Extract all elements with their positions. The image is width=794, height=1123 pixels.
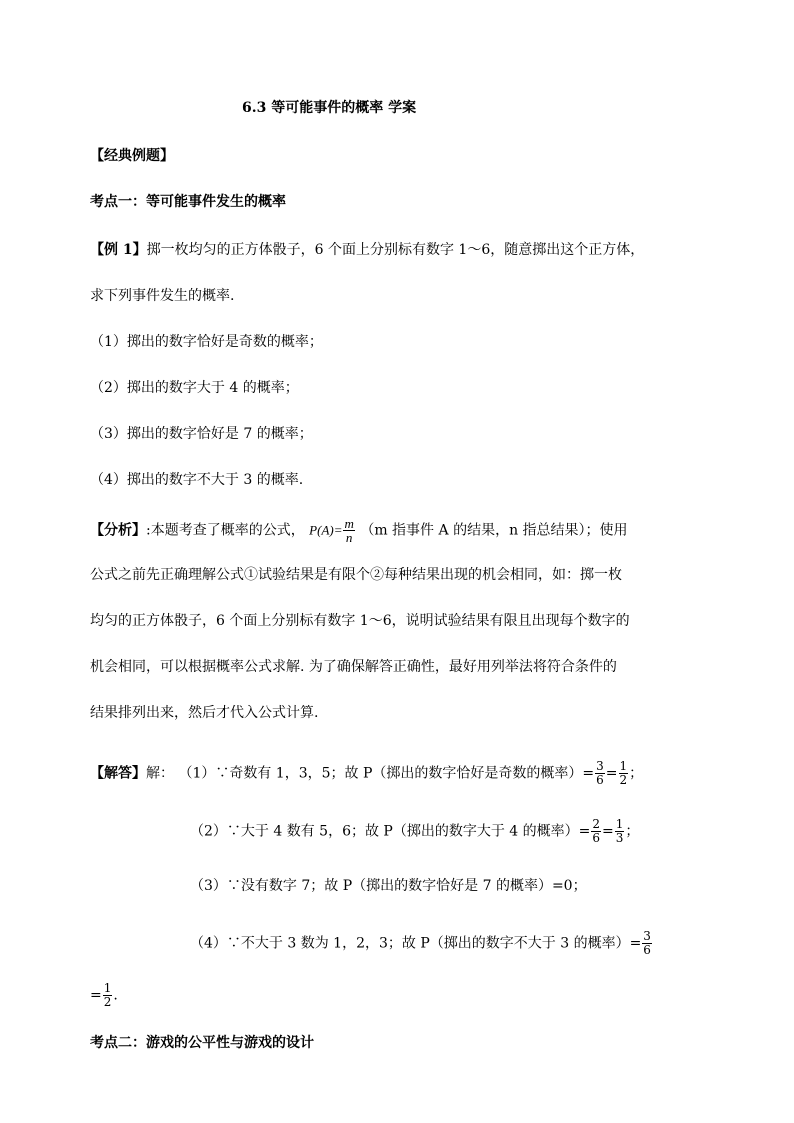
solution-4-fraction-b bbox=[103, 982, 113, 1009]
solution-2-fraction-b bbox=[615, 818, 625, 845]
analysis-line-5: 结果排列出来，然后才代入公式计算. bbox=[90, 705, 319, 721]
solution-1-fraction-a bbox=[595, 760, 605, 787]
analysis-line-2: 公式之前先正确理解公式①试验结果是有限个②每种结果出现的机会相同，如：掷一枚 bbox=[90, 567, 622, 583]
solution-4-text: （4）∵不大于 3 数为 1，2，3；故 P（掷出的数字不大于 3 的概率）= bbox=[190, 935, 642, 952]
solution-line-1 bbox=[90, 760, 643, 787]
solution-1-fraction-b bbox=[619, 760, 629, 787]
kaodian-1-heading: 考点一：等可能事件发生的概率 bbox=[90, 194, 286, 210]
line-end: ； bbox=[629, 765, 644, 782]
solution-line-4-continued bbox=[90, 982, 118, 1009]
denominator: 2 bbox=[103, 995, 112, 1009]
formula-denominator: n bbox=[345, 530, 353, 545]
analysis-pre: :本题考查了概率的公式， bbox=[146, 522, 305, 539]
page-title: 6.3 等可能事件的概率 学案 bbox=[242, 100, 417, 116]
example-text: 掷一枚均匀的正方体骰子，6 个面上分别标有数字 1～6，随意掷出这个正方体， bbox=[146, 242, 645, 258]
solution-2-fraction-a bbox=[591, 818, 601, 845]
solution-line-2 bbox=[190, 818, 639, 845]
numerator: 1 bbox=[103, 981, 112, 995]
analysis-line-4: 机会相同，可以根据概率公式求解. 为了确保解答正确性，最好用列举法将符合条件的 bbox=[90, 659, 617, 675]
numerator: 1 bbox=[619, 759, 628, 773]
question-3: （3）掷出的数字恰好是 7 的概率； bbox=[90, 426, 313, 442]
numerator: 3 bbox=[643, 929, 651, 943]
formula-numerator: m bbox=[344, 516, 354, 531]
kaodian-2-heading: 考点二：游戏的公平性与游戏的设计 bbox=[90, 1035, 314, 1051]
question-4: （4）掷出的数字不大于 3 的概率. bbox=[90, 472, 304, 488]
equals-sign: = bbox=[605, 765, 618, 782]
example-label: 【例 1】 bbox=[90, 242, 147, 258]
analysis-line-1 bbox=[90, 517, 628, 544]
formula-fraction bbox=[343, 517, 354, 544]
numerator: 3 bbox=[596, 759, 604, 773]
analysis-line-3: 均匀的正方体骰子，6 个面上分别标有数字 1～6，说明试验结果有限且出现每个数字的 bbox=[90, 613, 630, 629]
denominator: 6 bbox=[643, 943, 651, 957]
formula-left: P(A)= bbox=[309, 522, 343, 538]
section-header: 【经典例题】 bbox=[90, 148, 174, 164]
solution-line-3: （3）∵没有数字 7；故 P（掷出的数字恰好是 7 的概率）=0； bbox=[190, 878, 587, 894]
example-1-line-1 bbox=[90, 240, 644, 260]
solution-4-fraction-a bbox=[642, 930, 652, 957]
denominator: 3 bbox=[615, 831, 624, 845]
equals-sign: = bbox=[602, 823, 614, 840]
equals-sign: = bbox=[90, 987, 102, 1004]
question-1: （1）掷出的数字恰好是奇数的概率； bbox=[90, 334, 323, 350]
solution-1-text: （1）∵奇数有 1，3，5；故 P（掷出的数字恰好是奇数的概率）= bbox=[178, 765, 595, 782]
denominator: 6 bbox=[592, 831, 601, 845]
line-end: . bbox=[113, 987, 118, 1004]
solution-label: 【解答】 bbox=[90, 765, 146, 782]
line-end: ； bbox=[625, 823, 640, 840]
numerator: 2 bbox=[592, 817, 601, 831]
analysis-label: 【分析】 bbox=[90, 522, 146, 539]
numerator: 1 bbox=[615, 817, 624, 831]
denominator: 6 bbox=[596, 773, 604, 787]
analysis-post: （m 指事件 A 的结果，n 指总结果）；使用 bbox=[360, 522, 628, 539]
solution-2-text: （2）∵大于 4 数有 5，6；故 P（掷出的数字大于 4 的概率）= bbox=[190, 823, 591, 840]
question-2: （2）掷出的数字大于 4 的概率； bbox=[90, 380, 299, 396]
solution-prefix: 解： bbox=[146, 765, 174, 782]
denominator: 2 bbox=[619, 773, 628, 787]
solution-line-4 bbox=[190, 930, 653, 957]
example-1-line-2: 求下列事件发生的概率. bbox=[90, 288, 235, 304]
